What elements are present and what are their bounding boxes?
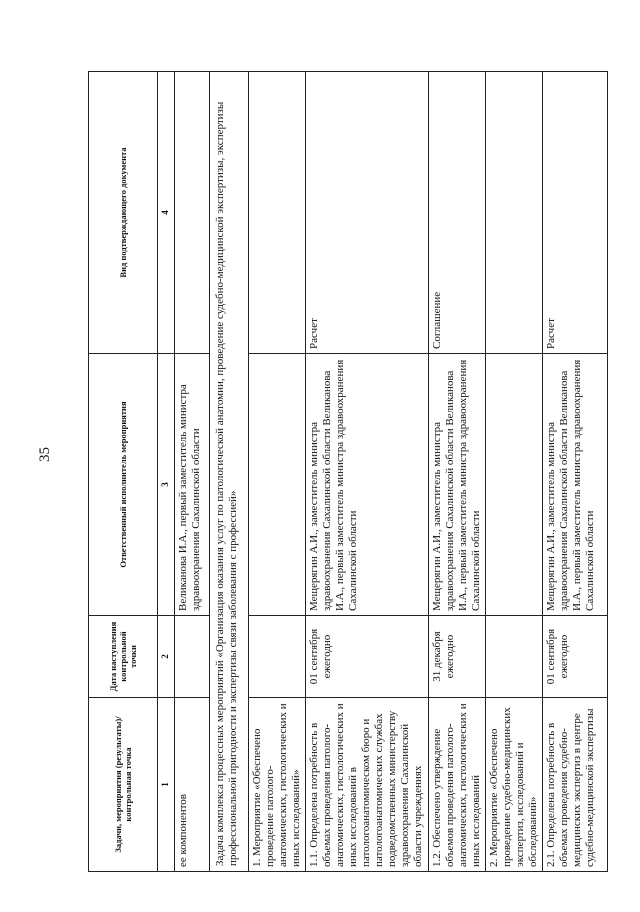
cell-date: 01 сентября ежегодно (305, 616, 428, 698)
table-row (428, 72, 485, 872)
index-2: 2 (158, 616, 175, 698)
page-number: 35 (37, 447, 53, 462)
header-date: Дата наступления контрольной точки (89, 616, 158, 698)
table-row (175, 72, 210, 872)
cell-document (485, 72, 542, 354)
index-3: 3 (158, 354, 175, 616)
cell-document: Расчет (305, 72, 428, 354)
table-row (305, 72, 428, 872)
index-1: 1 (158, 698, 175, 872)
cell-document (175, 72, 210, 354)
rotated-table-wrapper (88, 72, 598, 872)
index-row (158, 72, 175, 872)
cell-task: 1.1. Определена потребность в объемах проведения патолого-анатомических, гистологических и иных исследований в патологоанатомическом бюро и патологоанатомических службах подведомственных министерству здравоохранения Сахалинской области учреждениях (305, 698, 428, 872)
cell-task: 1.2. Обеспечено утверждение объемов проведения патолого-анатомических, гистологических и иных исследований (428, 698, 485, 872)
cell-responsible (249, 354, 306, 616)
cell-responsible: Мещерягин А.И., заместитель министра здравоохранения Сахалинской области Великанова И.А., первый заместитель министра здравоохранения Сахалинской области (542, 354, 607, 616)
cell-responsible: Мещерягин А.И., заместитель министра здравоохранения Сахалинской области Великанова И.А., первый заместитель министра здравоохранения Сахалинской области (305, 354, 428, 616)
table-row (249, 72, 306, 872)
index-4: 4 (158, 72, 175, 354)
cell-date: 01 сентября ежегодно (542, 616, 607, 698)
header-responsible: Ответственный исполнитель мероприятия (89, 354, 158, 616)
cell-responsible: Великанова И.А., первый заместитель министра здравоохранения Сахалинской области (175, 354, 210, 616)
header-row (89, 72, 158, 872)
cell-responsible: Мещерягин А.И., заместитель министра здравоохранения Сахалинской области Великанова И.А., первый заместитель министра здравоохранения Сахалинской области (428, 354, 485, 616)
cell-task: 2. Мероприятие «Обеспечено проведение судебно-медицинских экспертиз, исследований и обследований» (485, 698, 542, 872)
cell-date (249, 616, 306, 698)
cell-date (485, 616, 542, 698)
cell-task: 1. Мероприятие «Обеспечено проведение патолого-анатомических, гистологических и иных исследований» (249, 698, 306, 872)
header-document: Вид подтверждающего документа (89, 72, 158, 354)
cell-date: 31 декабря ежегодно (428, 616, 485, 698)
table-row (485, 72, 542, 872)
control-points-table (88, 71, 608, 872)
cell-task: 2.1. Определена потребность в объемах проведения судебно-медицинских экспертиз в центре судебно-медицинской экспертизы (542, 698, 607, 872)
table-row (542, 72, 607, 872)
task-row (210, 72, 249, 872)
task-description: Задача комплекса процессных мероприятий «Организация оказания услуг по патологической анатомии, проведение судебно-медицинской экспертизы, экспертизы профессиональной пригодности и экспертизы связи заболевания с профессией» (210, 72, 249, 872)
header-tasks: Задачи, мероприятия (результаты)/контрольная точка (89, 698, 158, 872)
cell-task: ее компонентов (175, 698, 210, 872)
cell-date (175, 616, 210, 698)
cell-document: Соглашение (428, 72, 485, 354)
cell-document: Расчет (542, 72, 607, 354)
cell-document (249, 72, 306, 354)
cell-responsible (485, 354, 542, 616)
